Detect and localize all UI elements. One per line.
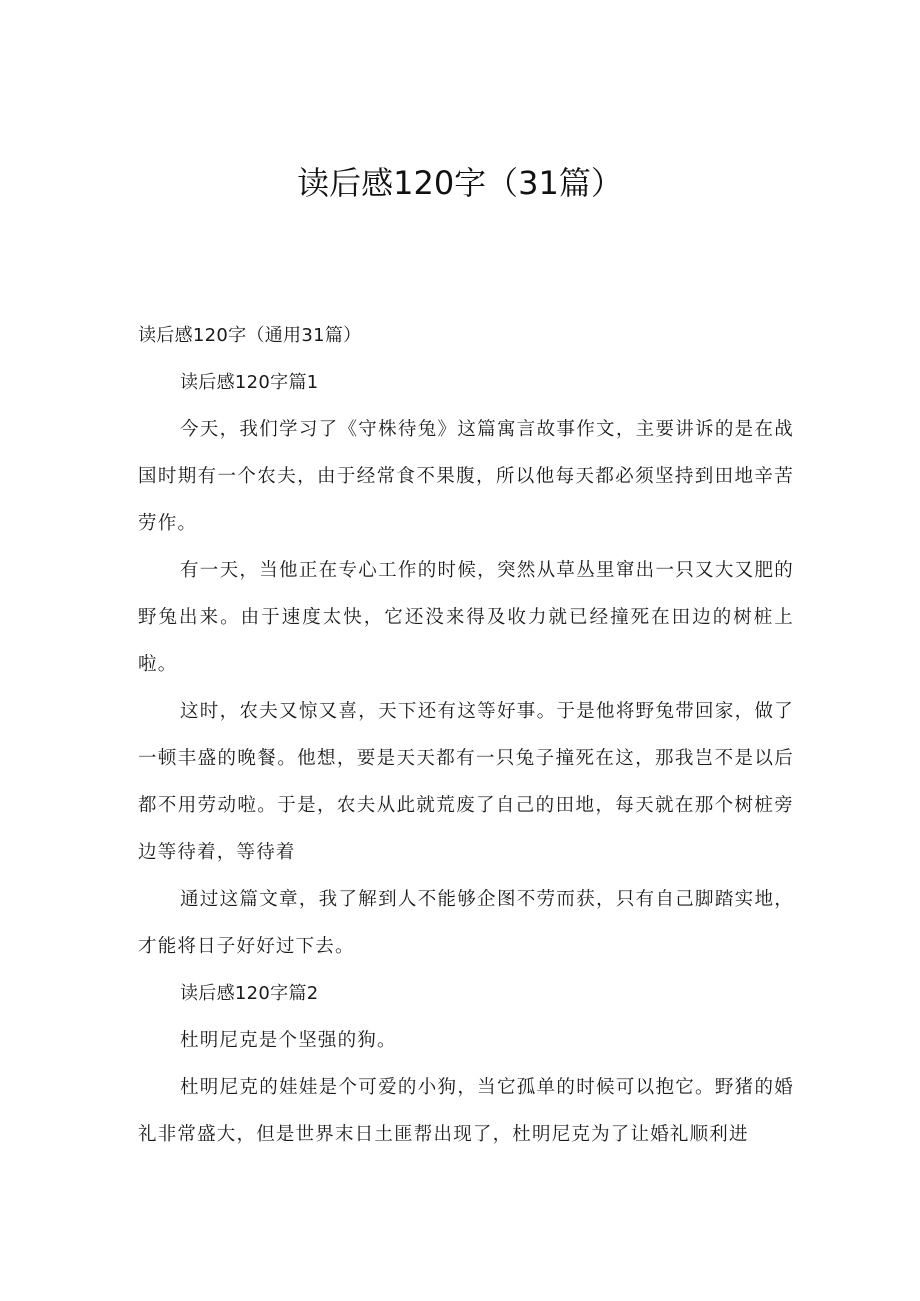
- paragraph-2-1: 杜明尼克是个坚强的狗。: [180, 1030, 397, 1051]
- paragraph-1-1: 今天，我们学习了《守株待兔》这篇寓言故事作文，主要讲诉的是在战国时期有一个农夫，由于经常食不果腹，所以他每天都必须坚持到田地辛苦劳作。: [138, 419, 794, 534]
- document-body: [138, 312, 794, 1158]
- paragraph-1-3: 这时，农夫又惊又喜，天下还有这等好事。于是他将野兔带回家，做了一顿丰盛的晚餐。他想，要是天天都有一只兔子撞死在这，那我岂不是以后都不用劳动啦。于是，农夫从此就荒废了自己的田地，每天就在那个树桩旁边等待着，等待着: [138, 701, 794, 863]
- paragraph-1-4: 通过这篇文章，我了解到人不能够企图不劳而获，只有自己脚踏实地，才能将日子好好过下去。: [138, 889, 794, 957]
- section-heading-1: 读后感120字篇1: [180, 372, 319, 393]
- paragraph-2-2: 杜明尼克的娃娃是个可爱的小狗，当它孤单的时候可以抱它。野猪的婚礼非常盛大，但是世界末日土匪帮出现了，杜明尼克为了让婚礼顺利进: [138, 1077, 794, 1145]
- paragraph-1-2: 有一天，当他正在专心工作的时候，突然从草丛里窜出一只又大又肥的野兔出来。由于速度太快，它还没来得及收力就已经撞死在田边的树桩上啦。: [138, 560, 794, 675]
- document-title: 读后感120字（31篇）: [297, 164, 623, 202]
- section-heading-2: 读后感120字篇2: [180, 983, 319, 1004]
- document-subtitle: 读后感120字（通用31篇）: [138, 325, 362, 346]
